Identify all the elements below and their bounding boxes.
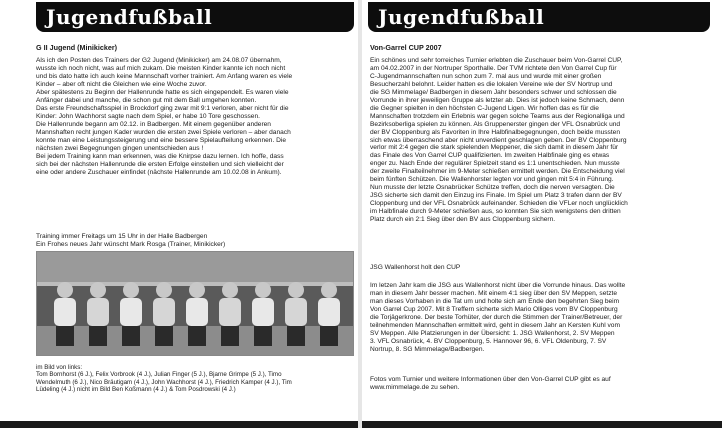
player-legs [254,326,272,346]
player-legs [155,326,173,346]
player-shirt [54,298,76,326]
player-head [57,282,73,298]
left-page [0,0,358,428]
player-shirt [252,298,274,326]
player-head [255,282,271,298]
player-legs [122,326,140,346]
right-section-title: Von-Garrel CUP 2007 [370,43,442,52]
left-footer-bar [0,421,358,428]
player-legs [188,326,206,346]
right-paragraph-3: Im letzen Jahr kam die JSG aus Wallenhorst nicht über die Vorrunde hinaus. Das wollte man in diesem Jahr besser machen. Mit einem 4:1 sieg über den SV Meppen, setzte man dieses Vorhaben in die Tat um und holte sich am Ende den begehrten Sieg beim Von Garrel Cup 2007. Mit 8 Treffern sicherte sich Mario Olliges vom BV Cloppenburg die Torjägerkrone. Der beste Torhüter, der durch die Stimmen der Trainer/Betreuer, der teilnehmenden Mannschaften ermittelt wird, geht in diesem Jahr an Kersten Kuhl vom SV Meppen. Alle Platzierungen in der Übersicht: 1. JSG Wallenhorst, 2. SV Meppen 3. VFL Osnabrück, 4. BV Cloppenburg, 5. Hannover 96, 6. VFL Oldenburg, 7. SV Nortrup, 8. SG Mimmelage/Badbergen. [370,282,626,353]
player-head [288,282,304,298]
player-head [123,282,139,298]
player-head [222,282,238,298]
left-section-banner: Jugendfußball [36,2,354,32]
left-section-title: G II Jugend (Minikicker) [36,43,118,52]
left-paragraph-3: Bei jedem Training kann man erkennen, was die Knirpse dazu lernen. Ich hoffe, dass sich bei der nächsten Hallenrunde die ersten Erfolge einstellen und sich vielleicht der eine oder andere Zuschauer einfindet (nächste Hallenrunde am 10.02.08 in Ankum). [36,153,284,176]
player-shirt [219,298,241,326]
player-head [90,282,106,298]
player-head [321,282,337,298]
right-footer-bar [362,421,722,428]
player-shirt [186,298,208,326]
player-legs [89,326,107,346]
right-paragraph-1: Ein schönes und sehr torreiches Turnier erlebten die Zuschauer beim Von-Garrel CUP, am 04.02.2007 in der Nortruper Sporthalle. Der TVM richtete den Von Garrel Cup für C-Jugendmannschaften nun schon zum 7. mal aus und wurde mit einer großen Besucherzahl belohnt. Leider hatten es die lokalen Vereine wie der SV Nortrup und die SG Mimmelage/ Badbergen in diesem Jahr besonders schwer und schlossen die Vorrunde in ihrer jeweiligen Gruppe als letzter ab. Dies ist jedoch keine Schmach, denn die Gegner spielten in den höchsten C-Jugend Ligen. Wir hoffen das es für die Mannschaften trotzdem ein Erlebnis war gegen solche Teams aus der Regionalliga und Bezirksoberliga spielen zu können. Als Gruppenerster gingen der VFL Osnabrück und der BV Cloppenburg als Favoriten in Ihre Halbfinalbegegnungen, doch beide mussten sich etwas überraschend aber nicht unverdient geschlagen geben. Der BV Cloppenburg verlor mit 2:4 gegen die stark spielenden Meppener, die sich damit in diesem Jahr für das Finale des Von Garrel CUP qualifizierten. Im zweiten Halbfinale ging es etwas enger zu. Nach Ende der regulärer Spielzeit stand es 1:1 unentschieden. Nun musste der zweite Finalteilnehmer im 9-Meter schießen ermittelt werden. Die Entscheidung viel beim fünften Schützen. Die Wallenhorster legten vor und gingen mit 5:4 in Führung. Nun musste der letzte Osnabrücker Schütze treffen, doch die nerven versagten. Die JSG sicherte sich damit den Einzug ins Finale. Im Spiel um Platz 3 trafen dann der BV Cloppenburg und der VFL Osnabrück aufeinander. Schieden die VFLer noch unglücklich im Halbfinale durch 9-Meter schießen aus, so konnten Sie sich wenigstens den dritten Platz durch ein 2:1 Sieg über den BV aus Cloppenburg sichern. [370,57,628,224]
team-photo-image [37,252,354,356]
player-shirt [285,298,307,326]
player-shirt [318,298,340,326]
photo-caption: im Bild von links: Tom Bornhorst (6 J.), Felix Vorbrook (4 J.), Julian Finger (5 J.), Bjarne Grimpe (5 J.), Timo Wendelmuth (6 J.), Nico Bräutigam (4 J.), John Wachhorst (4 J.), Friedrich Kamper (4 J.), Tim Lüdeling (4 J.) nicht im Bild Ben Koßmann (4 J.) & Tom Posdrowski (4 J.) [36,364,292,394]
player-legs [320,326,338,346]
team-photo-players [54,282,340,346]
right-paragraph-2: JSG Wallenhorst holt den CUP [370,264,461,271]
player-shirt [120,298,142,326]
player-legs [56,326,74,346]
player-shirt [153,298,175,326]
right-page [362,0,722,428]
left-paragraph-4: Training immer Freitags um 15 Uhr in der Halle Badbergen Ein Frohes neues Jahr wünscht Mark Rosga (Trainer, Minikicker) [36,233,226,248]
player-shirt [87,298,109,326]
left-paragraph-2: Das erste Freundschaftsspiel in Brockdorf ging zwar mit 9:1 verloren, aber nicht für die Kinder: John Wachhorst sagte nach dem Spiel, er habe 10 Tore geschossen. Die Hallenrunde begann am 02.12. in Badbergen. Mit einem gegenüber anderen Mannshaften recht jungen Kader wurden die ersten zwei Spiele verloren – aber danach konnte man eine Leistungssteigerung und eine bessere Spielaufteilung erkennen. Die nächsten zwei Begegnungen gingen unentschieden aus ! [36,105,291,152]
player-head [189,282,205,298]
right-paragraph-4: Fotos vom Turnier und weitere Informationen über den Von-Garrel CUP gibt es auf www.mimmelage.de zu sehen. [370,376,611,391]
team-photo [36,251,354,356]
left-paragraph-1: Als ich den Posten des Trainers der G2 Jugend (Minikicker) am 24.08.07 übernahm, wusste ich noch nicht, was auf mich zukam. Die meisten Kinder kannte ich noch nicht und bis dato hatte ich auch keine Mannschaft vorher trainiert. Am Anfang waren es viele Kinder – aber oft nicht die Gleichen wie eine Woche zuvor. Aber spätestens zu Beginn der Hallenrunde hatte es sich eingependelt. Es waren viele Anfänger dabei und manche, die schon gut mit dem Ball umgehen konnten. [36,57,293,104]
player-legs [287,326,305,346]
right-section-banner: Jugendfußball [368,2,710,32]
player-head [156,282,172,298]
player-legs [221,326,239,346]
